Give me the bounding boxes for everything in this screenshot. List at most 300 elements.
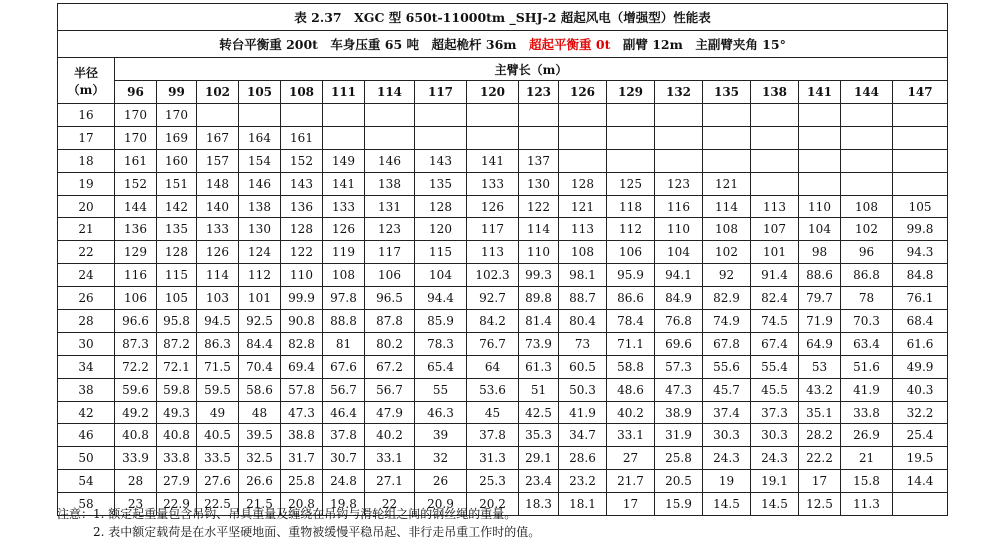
load-cell: 23 [115, 493, 157, 516]
boom-length-cell: 117 [415, 81, 467, 104]
table-row [58, 424, 948, 447]
load-cell: 122 [519, 195, 559, 218]
load-cell: 129 [115, 241, 157, 264]
load-cell: 126 [467, 195, 519, 218]
load-cell [607, 104, 655, 127]
load-cell: 31.3 [467, 447, 519, 470]
load-cell: 50.3 [559, 378, 607, 401]
load-cell [559, 149, 607, 172]
load-cell [799, 149, 841, 172]
load-cell: 27.6 [197, 470, 239, 493]
load-cell: 59.6 [115, 378, 157, 401]
load-cell: 78 [841, 287, 893, 310]
load-cell: 24.3 [751, 447, 799, 470]
load-cell [559, 126, 607, 149]
load-cell [559, 104, 607, 127]
load-cell: 76.8 [655, 310, 703, 333]
radius-cell: 30 [58, 332, 115, 355]
boom-length-cell: 126 [559, 81, 607, 104]
radius-cell: 24 [58, 264, 115, 287]
load-cell: 30.3 [751, 424, 799, 447]
table-row [58, 355, 948, 378]
load-cell: 59.8 [157, 378, 197, 401]
load-cell: 28.2 [799, 424, 841, 447]
boom-length-cell: 138 [751, 81, 799, 104]
load-cell: 27 [607, 447, 655, 470]
load-cell: 56.7 [323, 378, 365, 401]
load-cell [893, 149, 948, 172]
table-row [58, 264, 948, 287]
load-cell: 26 [415, 470, 467, 493]
load-cell: 15.8 [841, 470, 893, 493]
boom-length-cell: 96 [115, 81, 157, 104]
load-cell: 99.9 [281, 287, 323, 310]
load-cell: 136 [115, 218, 157, 241]
load-cell: 49.3 [157, 401, 197, 424]
table-row [58, 172, 948, 195]
note-2: 2. 表中额定载荷是在水平坚硬地面、重物被缓慢平稳吊起、非行走吊重工作时的值。 [93, 525, 541, 539]
load-cell: 19 [703, 470, 751, 493]
load-cell: 69.4 [281, 355, 323, 378]
load-cell [841, 126, 893, 149]
load-cell: 76.7 [467, 332, 519, 355]
load-cell: 22.2 [799, 447, 841, 470]
load-cell: 25.3 [467, 470, 519, 493]
load-cell: 32 [415, 447, 467, 470]
load-cell: 117 [467, 218, 519, 241]
load-cell: 47.3 [655, 378, 703, 401]
load-cell: 143 [281, 172, 323, 195]
load-cell: 25.8 [655, 447, 703, 470]
load-cell: 87.8 [365, 310, 415, 333]
load-cell: 37.8 [323, 424, 365, 447]
load-cell: 121 [559, 195, 607, 218]
load-cell: 151 [157, 172, 197, 195]
boom-length-cell: 141 [799, 81, 841, 104]
load-cell [655, 149, 703, 172]
load-cell: 140 [197, 195, 239, 218]
load-cell: 41.9 [841, 378, 893, 401]
load-cell: 17 [607, 493, 655, 516]
boom-length-cell: 135 [703, 81, 751, 104]
load-cell [799, 172, 841, 195]
load-cell: 123 [655, 172, 703, 195]
load-cell: 101 [751, 241, 799, 264]
load-cell: 121 [703, 172, 751, 195]
load-cell: 71.9 [799, 310, 841, 333]
table-row [58, 332, 948, 355]
load-cell [893, 493, 948, 516]
load-cell: 49.2 [115, 401, 157, 424]
superlift-counterweight-label: 超起平衡重 0t [529, 37, 611, 52]
load-cell: 78.3 [415, 332, 467, 355]
load-cell: 71.1 [607, 332, 655, 355]
load-cell: 80.4 [559, 310, 607, 333]
load-cell: 126 [323, 218, 365, 241]
radius-cell: 42 [58, 401, 115, 424]
radius-header-unit: （m） [67, 82, 105, 97]
load-cell: 104 [655, 241, 703, 264]
load-cell: 161 [281, 126, 323, 149]
radius-cell: 38 [58, 378, 115, 401]
load-cell: 154 [239, 149, 281, 172]
load-cell [323, 104, 365, 127]
load-cell: 28.6 [559, 447, 607, 470]
load-cell: 39 [415, 424, 467, 447]
load-cell: 89.8 [519, 287, 559, 310]
load-cell: 86.8 [841, 264, 893, 287]
load-cell: 78.4 [607, 310, 655, 333]
load-cell [519, 104, 559, 127]
load-cell: 117 [365, 241, 415, 264]
load-cell: 74.9 [703, 310, 751, 333]
load-cell: 45.7 [703, 378, 751, 401]
load-cell: 110 [281, 264, 323, 287]
table-row [58, 104, 948, 127]
load-cell: 43.2 [799, 378, 841, 401]
load-cell: 65.4 [415, 355, 467, 378]
load-cell: 20.9 [415, 493, 467, 516]
load-cell: 42.5 [519, 401, 559, 424]
load-cell: 90.8 [281, 310, 323, 333]
load-cell [841, 172, 893, 195]
load-cell: 28 [115, 470, 157, 493]
load-cell: 135 [415, 172, 467, 195]
load-cell: 20.8 [281, 493, 323, 516]
load-cell: 118 [607, 195, 655, 218]
load-cell: 33.9 [115, 447, 157, 470]
load-cell: 115 [415, 241, 467, 264]
load-cell: 94.4 [415, 287, 467, 310]
load-cell: 27.1 [365, 470, 415, 493]
table-body [58, 104, 948, 516]
load-cell: 143 [415, 149, 467, 172]
load-cell: 33.5 [197, 447, 239, 470]
load-cell: 122 [281, 241, 323, 264]
load-cell: 74.5 [751, 310, 799, 333]
load-cell: 30.3 [703, 424, 751, 447]
load-cell [893, 126, 948, 149]
load-cell [799, 104, 841, 127]
load-cell: 123 [365, 218, 415, 241]
load-cell: 81 [323, 332, 365, 355]
table-row [58, 310, 948, 333]
load-cell: 38.9 [655, 401, 703, 424]
load-cell [893, 172, 948, 195]
radius-cell: 28 [58, 310, 115, 333]
load-cell: 60.5 [559, 355, 607, 378]
load-cell: 170 [115, 126, 157, 149]
load-cell: 119 [323, 241, 365, 264]
radius-cell: 26 [58, 287, 115, 310]
boom-length-cell: 108 [281, 81, 323, 104]
load-cell: 94.5 [197, 310, 239, 333]
load-cell: 170 [157, 104, 197, 127]
load-cell: 102 [841, 218, 893, 241]
load-cell: 40.8 [115, 424, 157, 447]
load-cell: 102.3 [467, 264, 519, 287]
load-cell: 40.5 [197, 424, 239, 447]
radius-cell: 21 [58, 218, 115, 241]
table-row [58, 195, 948, 218]
subtitle-part2: 副臂 12m 主副臂夹角 15° [610, 37, 786, 52]
load-cell: 106 [607, 241, 655, 264]
load-cell: 47.9 [365, 401, 415, 424]
table-row [58, 401, 948, 424]
load-cell [467, 126, 519, 149]
load-cell: 72.2 [115, 355, 157, 378]
load-cell: 84.8 [893, 264, 948, 287]
load-cell [323, 126, 365, 149]
load-cell: 112 [239, 264, 281, 287]
load-cell: 17 [799, 470, 841, 493]
load-cell: 19.8 [323, 493, 365, 516]
boom-length-cell: 144 [841, 81, 893, 104]
load-cell: 27.9 [157, 470, 197, 493]
load-cell: 67.6 [323, 355, 365, 378]
load-cell: 141 [467, 149, 519, 172]
load-cell [365, 104, 415, 127]
load-cell [519, 126, 559, 149]
load-cell: 146 [365, 149, 415, 172]
load-cell: 51 [519, 378, 559, 401]
load-cell: 133 [467, 172, 519, 195]
load-cell: 136 [281, 195, 323, 218]
load-cell: 130 [239, 218, 281, 241]
boom-length-cell: 123 [519, 81, 559, 104]
load-cell: 108 [841, 195, 893, 218]
load-cell: 160 [157, 149, 197, 172]
load-cell: 92.7 [467, 287, 519, 310]
load-cell: 126 [197, 241, 239, 264]
load-cell: 152 [115, 172, 157, 195]
load-cell: 67.4 [751, 332, 799, 355]
load-cell: 23.2 [559, 470, 607, 493]
load-cell [751, 172, 799, 195]
load-cell: 149 [323, 149, 365, 172]
load-cell: 72.1 [157, 355, 197, 378]
load-cell: 14.5 [751, 493, 799, 516]
radius-cell: 58 [58, 493, 115, 516]
radius-cell: 46 [58, 424, 115, 447]
boom-length-cell: 132 [655, 81, 703, 104]
load-cell: 76.1 [893, 287, 948, 310]
load-cell: 157 [197, 149, 239, 172]
load-cell [703, 126, 751, 149]
load-cell: 73 [559, 332, 607, 355]
radius-cell: 16 [58, 104, 115, 127]
load-cell: 67.2 [365, 355, 415, 378]
table-row [58, 126, 948, 149]
load-cell: 128 [559, 172, 607, 195]
load-cell: 128 [415, 195, 467, 218]
table-row [58, 241, 948, 264]
load-cell: 58.8 [607, 355, 655, 378]
boom-length-cell: 129 [607, 81, 655, 104]
load-cell: 99.8 [893, 218, 948, 241]
load-cell: 80.2 [365, 332, 415, 355]
load-cell: 104 [415, 264, 467, 287]
load-cell: 40.3 [893, 378, 948, 401]
load-cell: 142 [157, 195, 197, 218]
load-cell: 30.7 [323, 447, 365, 470]
load-cell: 61.3 [519, 355, 559, 378]
load-cell: 70.3 [841, 310, 893, 333]
load-cell: 59.5 [197, 378, 239, 401]
load-cell: 24.8 [323, 470, 365, 493]
load-cell: 106 [115, 287, 157, 310]
load-cell: 41.9 [559, 401, 607, 424]
load-cell: 113 [559, 218, 607, 241]
load-cell: 95.8 [157, 310, 197, 333]
load-cell: 56.7 [365, 378, 415, 401]
load-cell: 25.4 [893, 424, 948, 447]
load-cell [607, 126, 655, 149]
load-cell: 85.9 [415, 310, 467, 333]
load-cell [893, 104, 948, 127]
load-cell: 137 [519, 149, 559, 172]
boom-length-header: 主臂长（m） [115, 58, 948, 81]
load-cell: 113 [467, 241, 519, 264]
load-cell: 103 [197, 287, 239, 310]
load-cell: 141 [323, 172, 365, 195]
load-cell: 114 [197, 264, 239, 287]
load-cell: 82.9 [703, 287, 751, 310]
load-cell: 125 [607, 172, 655, 195]
load-cell: 131 [365, 195, 415, 218]
radius-cell: 20 [58, 195, 115, 218]
load-cell: 22.5 [197, 493, 239, 516]
table-row [58, 447, 948, 470]
load-cell: 120 [415, 218, 467, 241]
load-cell: 99.3 [519, 264, 559, 287]
load-cell: 19.1 [751, 470, 799, 493]
boom-length-row [58, 81, 948, 104]
load-cell: 128 [157, 241, 197, 264]
load-cell: 40.2 [365, 424, 415, 447]
load-cell: 22 [365, 493, 415, 516]
load-cell: 144 [115, 195, 157, 218]
load-cell: 11.3 [841, 493, 893, 516]
load-cell [751, 104, 799, 127]
load-cell: 68.4 [893, 310, 948, 333]
load-cell: 114 [519, 218, 559, 241]
radius-cell: 17 [58, 126, 115, 149]
load-cell: 46.4 [323, 401, 365, 424]
load-cell: 22.9 [157, 493, 197, 516]
load-cell: 20.5 [655, 470, 703, 493]
load-cell [841, 149, 893, 172]
load-cell: 31.9 [655, 424, 703, 447]
load-cell: 81.4 [519, 310, 559, 333]
load-cell: 164 [239, 126, 281, 149]
load-cell: 105 [893, 195, 948, 218]
load-cell [415, 104, 467, 127]
load-cell: 37.3 [751, 401, 799, 424]
load-cell: 21.7 [607, 470, 655, 493]
table-subtitle [58, 31, 948, 58]
boom-length-cell: 99 [157, 81, 197, 104]
load-cell: 73.9 [519, 332, 559, 355]
load-cell: 47.3 [281, 401, 323, 424]
load-cell: 108 [703, 218, 751, 241]
load-cell: 33.8 [841, 401, 893, 424]
load-cell: 116 [115, 264, 157, 287]
load-cell: 40.8 [157, 424, 197, 447]
load-cell: 97.8 [323, 287, 365, 310]
load-cell: 38.8 [281, 424, 323, 447]
load-cell: 133 [323, 195, 365, 218]
subtitle-part1: 转台平衡重 200t 车身压重 65 吨 超起桅杆 36m [219, 37, 530, 52]
load-cell: 107 [751, 218, 799, 241]
load-cell: 88.6 [799, 264, 841, 287]
load-cell: 34.7 [559, 424, 607, 447]
load-cell: 96.5 [365, 287, 415, 310]
load-cell: 91.4 [751, 264, 799, 287]
load-cell: 113 [751, 195, 799, 218]
load-cell: 96 [841, 241, 893, 264]
load-cell: 51.6 [841, 355, 893, 378]
load-cell: 96.6 [115, 310, 157, 333]
load-cell [239, 104, 281, 127]
load-cell: 45 [467, 401, 519, 424]
load-cell: 33.1 [365, 447, 415, 470]
load-cell: 170 [115, 104, 157, 127]
load-cell [415, 126, 467, 149]
load-cell: 94.3 [893, 241, 948, 264]
boom-length-cell: 102 [197, 81, 239, 104]
load-cell: 26.9 [841, 424, 893, 447]
load-cell: 92 [703, 264, 751, 287]
load-cell: 112 [607, 218, 655, 241]
load-cell: 116 [655, 195, 703, 218]
load-cell: 102 [703, 241, 751, 264]
load-cell: 31.7 [281, 447, 323, 470]
load-cell [703, 149, 751, 172]
load-cell: 105 [157, 287, 197, 310]
load-cell: 98 [799, 241, 841, 264]
load-cell: 24.3 [703, 447, 751, 470]
load-cell [655, 126, 703, 149]
load-cell: 48.6 [607, 378, 655, 401]
load-cell: 114 [703, 195, 751, 218]
performance-table [57, 3, 948, 516]
load-cell: 32.2 [893, 401, 948, 424]
load-cell: 86.6 [607, 287, 655, 310]
radius-header-label: 半径 [73, 65, 98, 80]
load-cell: 87.3 [115, 332, 157, 355]
load-cell: 55 [415, 378, 467, 401]
load-cell: 37.4 [703, 401, 751, 424]
load-cell: 12.5 [799, 493, 841, 516]
load-cell: 152 [281, 149, 323, 172]
load-cell: 46.3 [415, 401, 467, 424]
load-cell: 26.6 [239, 470, 281, 493]
load-cell [607, 149, 655, 172]
load-cell: 104 [799, 218, 841, 241]
load-cell: 58.6 [239, 378, 281, 401]
table-row [58, 470, 948, 493]
load-cell: 55.6 [703, 355, 751, 378]
load-cell: 70.4 [239, 355, 281, 378]
load-cell: 48 [239, 401, 281, 424]
load-cell: 167 [197, 126, 239, 149]
load-cell: 19.5 [893, 447, 948, 470]
load-cell: 33.1 [607, 424, 655, 447]
load-cell: 88.8 [323, 310, 365, 333]
boom-length-cell: 114 [365, 81, 415, 104]
load-cell: 138 [239, 195, 281, 218]
